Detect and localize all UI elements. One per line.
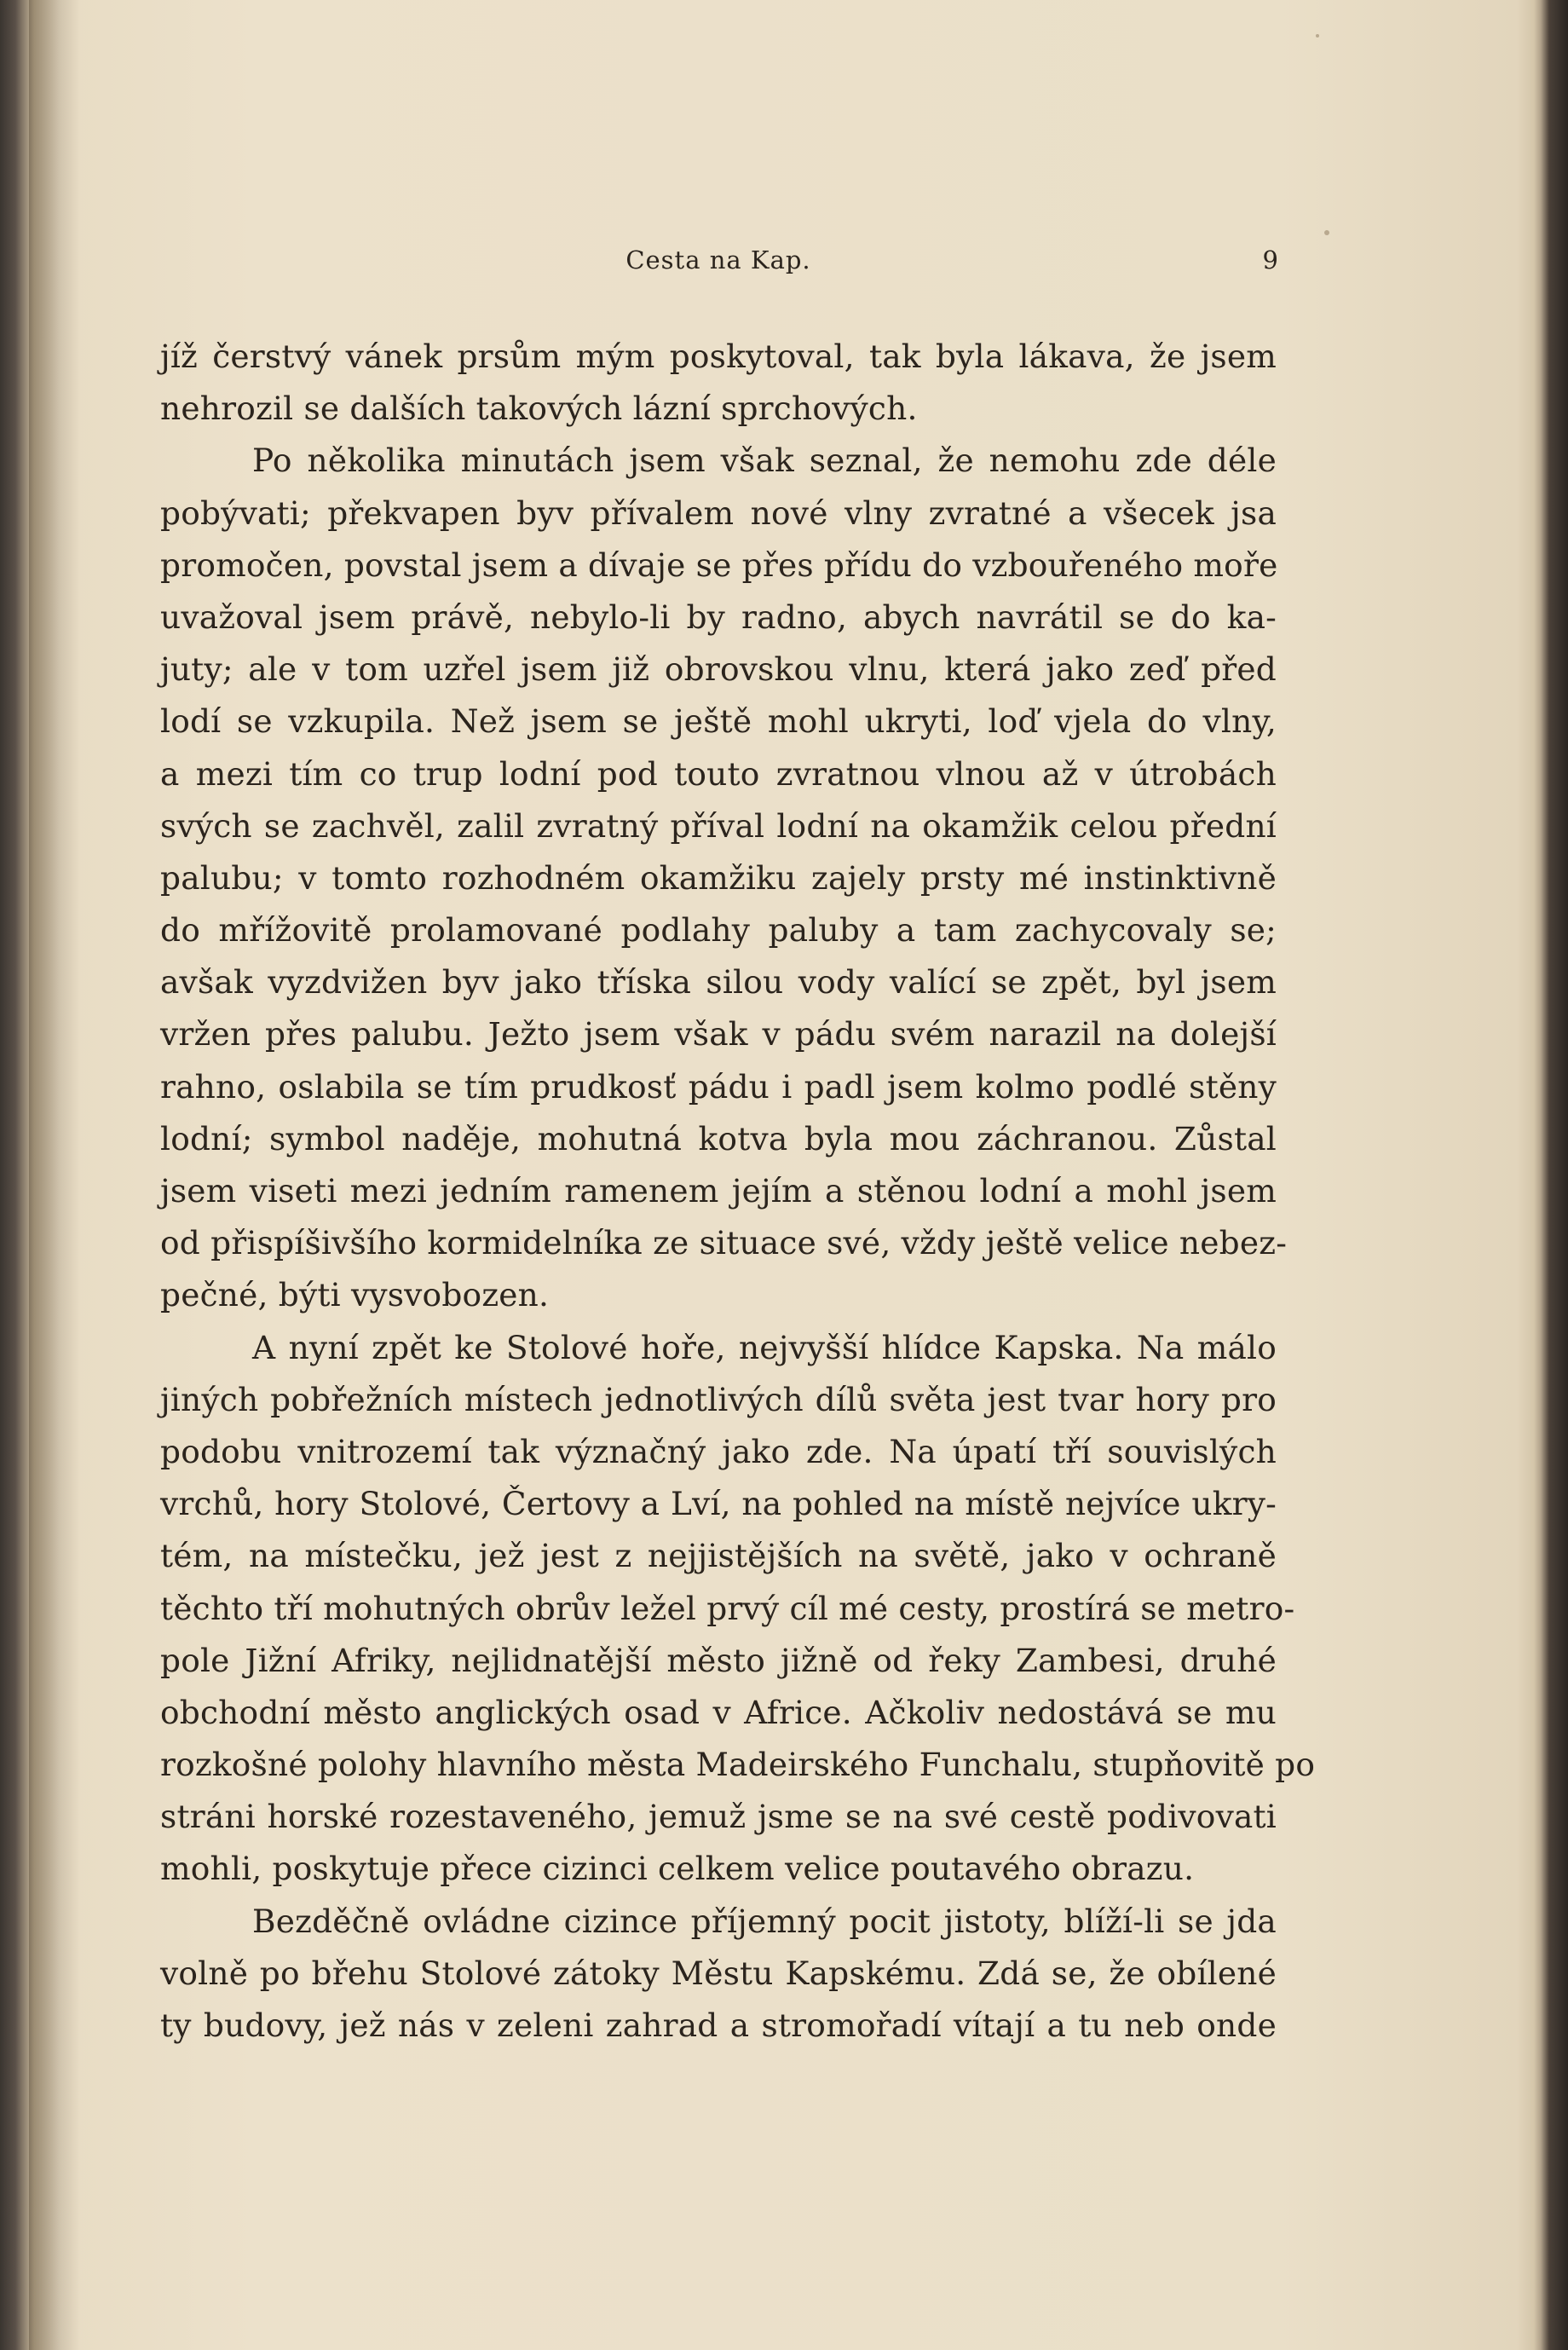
text-line: lodí se vzkupila. Než jsem se ještě mohl ukryti, loď vjela do vlny, xyxy=(160,702,1277,741)
text-line: těchto tří mohutných obrův ležel prvý cíl mé cesty, prostírá se metro- xyxy=(160,1589,1295,1627)
text-line: jsem viseti mezi jedním ramenem jejím a stěnou lodní a mohl jsem xyxy=(160,1172,1277,1210)
text-line: svých se zachvěl, zalil zvratný příval lodní na okamžik celou přední xyxy=(160,806,1277,845)
text-line: rahno, oslabila se tím prudkosť pádu i padl jsem kolmo podlé stěny xyxy=(160,1067,1277,1106)
book-spine-shadow xyxy=(29,0,80,2350)
running-title: Cesta na Kap. xyxy=(625,245,811,274)
text-line: pobývati; překvapen byv přívalem nové vlny zvratné a všecek jsa xyxy=(160,494,1277,532)
text-line: juty; ale v tom uzřel jsem již obrovskou vlnu, která jako zeď před xyxy=(160,650,1277,689)
text-line: mohli, poskytuje přece cizinci celkem velice poutavého obrazu. xyxy=(160,1850,1195,1888)
text-line: palubu; v tomto rozhodném okamžiku zajely prsty mé instinktivně xyxy=(160,858,1277,897)
paper-speck xyxy=(1316,34,1319,38)
text-line: A nyní zpět ke Stolové hoře, nejvyšší hlídce Kapska. Na málo xyxy=(252,1328,1277,1366)
text-line: obchodní město anglických osad v Africe. Ačkoliv nedostává se mu xyxy=(160,1693,1277,1731)
text-line: tém, na místečku, jež jest z nejjistějších na světě, jako v ochraně xyxy=(160,1537,1277,1575)
paper-speck xyxy=(1324,230,1329,235)
text-line: promočen, povstal jsem a dívaje se přes přídu do vzbouřeného moře xyxy=(160,546,1278,584)
text-line: Bezděčně ovládne cizince příjemný pocit jistoty, blíží-li se jda xyxy=(252,1902,1277,1940)
text-line: avšak vyzdvižen byv jako tříska silou vody valící se zpět, byl jsem xyxy=(160,963,1277,1002)
text-line: jíž čerstvý vánek prsům mým poskytoval, tak byla lákava, že jsem xyxy=(160,338,1277,375)
text-line: lodní; symbol naděje, mohutná kotva byla mou záchranou. Zůstal xyxy=(160,1119,1277,1158)
text-line: pečné, býti vysvobozen. xyxy=(160,1276,550,1314)
text-line: pole Jižní Afriky, nejlidnatější město jižně od řeky Zambesi, druhé xyxy=(160,1641,1277,1679)
text-line: stráni horské rozestaveného, jemuž jsme se na své cestě podivovati xyxy=(160,1798,1277,1836)
text-line: Po několika minutách jsem však seznal, že nemohu zde déle xyxy=(252,442,1277,480)
text-line: nehrozil se dalších takových lázní sprchových. xyxy=(160,390,918,428)
text-line: jiných pobřežních místech jednotlivých dílů světa jest tvar hory pro xyxy=(160,1380,1277,1418)
text-line: vrchů, hory Stolové, Čertovy a Lví, na pohled na místě nejvíce ukry- xyxy=(160,1485,1277,1523)
running-head xyxy=(160,245,1277,280)
text-line: vržen přes palubu. Ježto jsem však v pádu svém narazil na dolejší xyxy=(160,1015,1277,1054)
text-line: podobu vnitrozemí tak význačný jako zde. Na úpatí tří souvislých xyxy=(160,1432,1277,1470)
text-line: od přispíšivšího kormidelníka ze situace své, vždy ještě velice nebez- xyxy=(160,1224,1288,1262)
text-line: volně po břehu Stolové zátoky Městu Kapskému. Zdá se, že obílené xyxy=(160,1954,1277,1992)
text-line: a mezi tím co trup lodní pod touto zvratnou vlnou až v útrobách xyxy=(160,754,1277,793)
text-line: ty budovy, jež nás v zeleni zahrad a stromořadí vítají a tu neb onde xyxy=(160,2006,1277,2044)
text-line: uvažoval jsem právě, nebylo-li by radno, abych navrátil se do ka- xyxy=(160,598,1277,636)
text-line: rozkošné polohy hlavního města Madeirského Funchalu, stupňovitě po xyxy=(160,1746,1316,1784)
body-text xyxy=(160,331,1316,2052)
text-line: do mřížovitě prolamované podlahy paluby a tam zachycovaly se; xyxy=(160,911,1277,950)
page-number: 9 xyxy=(1262,245,1278,274)
